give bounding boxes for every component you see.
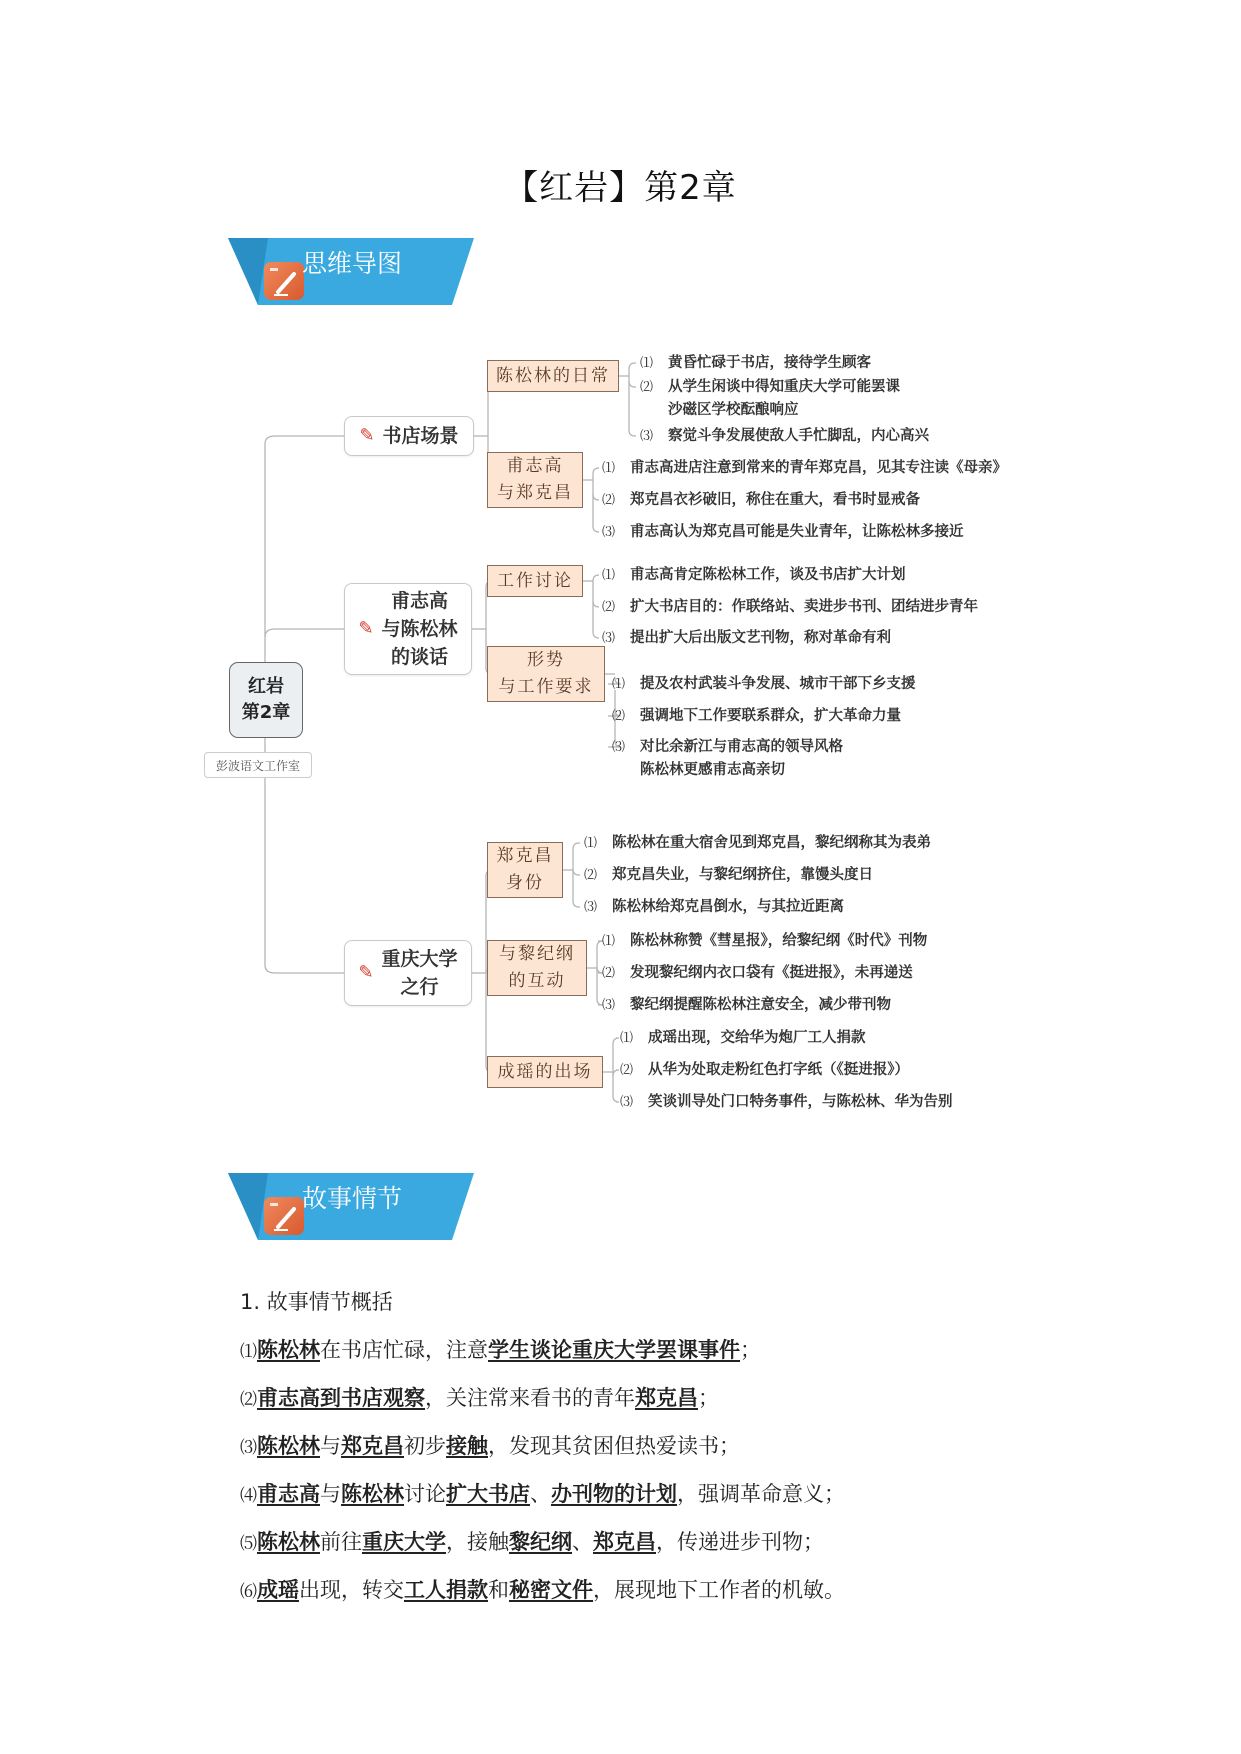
sub-label-line: 的互动 [508, 971, 566, 991]
story-text: 初步 [404, 1434, 446, 1458]
sub-node-2-2 [487, 646, 605, 702]
leaf-item [602, 596, 978, 619]
key-term: 陈松林 [257, 1433, 320, 1458]
key-term: 黎纪纲 [509, 1529, 572, 1554]
connector-branch [265, 629, 344, 637]
sub-node-1-2 [487, 452, 583, 508]
page-title: 【红岩】第2章 [504, 168, 737, 208]
leaf-item [612, 736, 843, 781]
story-text: ，发现其贫困但热爱读书； [488, 1434, 740, 1458]
sub-node-3-2 [487, 940, 587, 996]
key-term: 甫志高到书店观察 [257, 1385, 425, 1410]
leaf-number: ⑴ [620, 1031, 634, 1046]
connector-leaf [593, 526, 599, 532]
story-line [240, 1423, 1140, 1471]
leaf-item [602, 521, 964, 544]
leaf-text: 强调地下工作要联系群众，扩大革命力量 [640, 708, 901, 724]
connector-leaf [593, 632, 599, 638]
sub-label-line: 与工作要求 [498, 677, 594, 697]
leaf-text: 郑克昌衣衫破旧，称住在重大，看书时显戒备 [630, 492, 920, 508]
branch-label-line: 之行 [400, 976, 439, 998]
leaf-number: ⑶ [602, 998, 616, 1013]
leaf-number: ⑵ [640, 380, 654, 395]
story-text: 、 [572, 1530, 593, 1554]
leaf-text: 提及农村武装斗争发展、城市干部下乡支援 [640, 676, 916, 692]
leaf-number: ⑶ [620, 1095, 634, 1110]
connector-leaf [613, 1038, 619, 1044]
key-term: 扩大书店 [446, 1481, 530, 1506]
sub-node-3-1 [487, 842, 563, 898]
sub-label-line: 身份 [506, 873, 544, 893]
mind-map [0, 340, 1241, 1130]
leaf-item [602, 489, 920, 512]
connector-leaf [629, 430, 636, 436]
leaf-item [602, 962, 913, 985]
connector-branch [265, 965, 344, 973]
connector-leaf [573, 869, 580, 875]
leaf-number: ⑵ [602, 600, 616, 615]
leaf-number: ⑴ [612, 677, 626, 692]
sub-label-line: 与郑克昌 [497, 483, 573, 503]
leaf-text: 郑克昌失业，与黎纪纲挤住，靠馒头度日 [612, 867, 873, 883]
leaf-text: 成瑶出现，交给华为炮厂工人捐款 [648, 1030, 866, 1046]
branch-label-line: 的谈话 [391, 646, 449, 668]
leaf-number: ⑶ [612, 740, 626, 755]
leaf-item [620, 1027, 866, 1050]
leaf-text: 发现黎纪纲内衣口袋有《挺进报》，未再递送 [630, 965, 913, 981]
story-text: ，强调革命意义； [677, 1482, 845, 1506]
branch-node-1 [344, 416, 474, 456]
leaf-text: 笑谈训导处门口特务事件，与陈松林、华为告别 [648, 1094, 953, 1110]
key-term: 陈松林 [257, 1529, 320, 1554]
pencil-icon [264, 1197, 304, 1235]
key-term: 郑克昌 [635, 1385, 698, 1410]
story-text: ； [698, 1386, 719, 1410]
connector-leaf [613, 1096, 619, 1102]
leaf-item [584, 896, 844, 919]
story-line-index: ⑴ [240, 1342, 257, 1362]
sub-label-line: 陈松林的日常 [496, 365, 610, 386]
connector-leaf [613, 1070, 619, 1076]
leaf-text: 陈松林给郑克昌倒水，与其拉近距离 [612, 899, 844, 915]
leaf-item [640, 376, 900, 421]
sub-node-3-3 [487, 1056, 603, 1088]
story-text: 、 [530, 1482, 551, 1506]
leaf-number: ⑴ [602, 934, 616, 949]
mind-map-root [229, 662, 303, 738]
leaf-number: ⑶ [602, 631, 616, 646]
branch-label-line: 甫志高 [391, 590, 449, 612]
connector-leaf [593, 601, 599, 607]
story-text: 与 [320, 1434, 341, 1458]
studio-label: 彭波语文工作室 [204, 752, 312, 778]
story-line-index: ⑶ [240, 1438, 257, 1458]
branch-label-line: 重庆大学 [381, 948, 458, 970]
leaf-text: 甫志高进店注意到常来的青年郑克昌，见其专注读《母亲》 [630, 460, 1007, 476]
leaf-item [612, 673, 916, 696]
key-term: 成瑶 [257, 1577, 299, 1602]
story-text: ，展现地下工作者的机敏。 [593, 1578, 845, 1602]
leaf-number: ⑵ [602, 966, 616, 981]
sub-label-line: 甫志高 [506, 456, 564, 476]
leaf-item [602, 994, 891, 1017]
branch-label-line: 与陈松林 [381, 618, 458, 640]
banner-title: 思维导图 [302, 249, 403, 278]
leaf-text: 黎纪纲提醒陈松林注意安全，减少带刊物 [630, 997, 891, 1013]
key-term: 陈松林 [341, 1481, 404, 1506]
story-text: 前往 [320, 1530, 362, 1554]
leaf-item [602, 930, 927, 953]
leaf-item [640, 425, 929, 448]
banner-title: 故事情节 [302, 1184, 403, 1213]
story-text: ，传递进步刊物； [656, 1530, 824, 1554]
leaf-text: 甫志高认为郑克昌可能是失业青年，让陈松林多接近 [630, 524, 964, 540]
story-line-index: ⑷ [240, 1486, 257, 1506]
leaf-number: ⑵ [584, 868, 598, 883]
sub-node-1-1 [487, 360, 619, 392]
story-line [240, 1471, 1140, 1519]
connector-leaf [593, 575, 599, 581]
leaf-number: ⑵ [620, 1063, 634, 1078]
branch-node-2 [344, 583, 472, 675]
pen-icon: ✎ [358, 618, 374, 639]
root-line-2: 第2章 [241, 702, 291, 723]
leaf-number: ⑶ [602, 525, 616, 540]
sub-label-line: 成瑶的出场 [497, 1061, 593, 1082]
sub-label-line: 工作讨论 [497, 570, 573, 591]
story-text: 和 [488, 1578, 509, 1602]
story-text: 讨论 [404, 1482, 446, 1506]
leaf-item [640, 352, 871, 375]
leaf-number: ⑵ [612, 709, 626, 724]
key-term: 重庆大学 [362, 1529, 446, 1554]
section-banner-mindmap [228, 238, 474, 305]
story-text: 出现，转交 [299, 1578, 404, 1602]
leaf-text: 黄昏忙碌于书店，接待学生顾客 [668, 355, 871, 371]
leaf-text: 沙磁区学校酝酿响应 [668, 402, 799, 418]
key-term: 学生谈论重庆大学罢课事件 [488, 1337, 740, 1362]
leaf-number: ⑴ [602, 568, 616, 583]
leaf-text: 陈松林称赞《彗星报》，给黎纪纲《时代》刊物 [630, 933, 928, 949]
key-term: 甫志高 [257, 1481, 320, 1506]
key-term: 办刊物的计划 [551, 1481, 677, 1506]
story-line-index: ⑵ [240, 1390, 257, 1410]
leaf-number: ⑶ [640, 429, 654, 444]
story-text: 与 [320, 1482, 341, 1506]
story-summary [240, 1283, 1140, 1615]
story-text: 在书店忙碌，注意 [320, 1338, 488, 1362]
key-term: 郑克昌 [593, 1529, 656, 1554]
leaf-item [584, 832, 931, 855]
connector-branch [265, 436, 344, 444]
story-line [240, 1327, 1140, 1375]
story-line [240, 1519, 1140, 1567]
section-banner-story [228, 1173, 474, 1240]
connector-leaf [573, 843, 580, 849]
leaf-item [620, 1059, 909, 1082]
leaf-number: ⑴ [584, 836, 598, 851]
sub-node-2-1 [487, 565, 583, 597]
branch-label-line: 书店场景 [382, 425, 459, 447]
leaf-text: 从学生闲谈中得知重庆大学可能罢课 [668, 379, 900, 395]
story-text: ，接触 [446, 1530, 509, 1554]
leaf-text: 对比余新江与甫志高的领导风格 [640, 739, 843, 755]
leaf-text: 提出扩大后出版文艺刊物，称对革命有利 [630, 630, 891, 646]
connector-leaf [573, 901, 580, 907]
pencil-icon [264, 262, 304, 300]
leaf-text: 陈松林在重大宿舍见到郑克昌，黎纪纲称其为表弟 [612, 835, 931, 851]
connector-leaf [593, 468, 599, 474]
pen-icon: ✎ [359, 425, 375, 446]
leaf-item [602, 627, 891, 650]
key-term: 接触 [446, 1433, 488, 1458]
key-term: 郑克昌 [341, 1433, 404, 1458]
branch-node-3 [344, 940, 472, 1006]
leaf-text: 扩大书店目的：作联络站、卖进步书刊、团结进步青年 [630, 599, 978, 615]
leaf-text: 察觉斗争发展使敌人手忙脚乱，内心高兴 [668, 428, 929, 444]
key-term: 秘密文件 [509, 1577, 593, 1602]
sub-label-line: 形势 [527, 650, 565, 670]
leaf-item [602, 457, 1007, 480]
story-heading: 1. 故事情节概括 [240, 1290, 393, 1314]
story-line [240, 1375, 1140, 1423]
sub-label-line: 与黎纪纲 [499, 944, 575, 964]
leaf-text: 陈松林更感甫志高亲切 [640, 762, 785, 778]
root-line-1: 红岩 [248, 676, 284, 697]
leaf-item [612, 705, 901, 728]
leaf-number: ⑶ [584, 900, 598, 915]
pen-icon: ✎ [358, 962, 374, 983]
connector-leaf [593, 494, 599, 500]
story-line-index: ⑸ [240, 1534, 257, 1554]
leaf-text: 甫志高肯定陈松林工作，谈及书店扩大计划 [630, 567, 906, 583]
key-term: 陈松林 [257, 1337, 320, 1362]
leaf-item [584, 864, 873, 887]
leaf-item [620, 1091, 953, 1114]
story-text: ； [740, 1338, 761, 1362]
leaf-item [602, 564, 906, 587]
sub-label-line: 郑克昌 [496, 846, 554, 866]
story-text: ，关注常来看书的青年 [425, 1386, 635, 1410]
leaf-number: ⑵ [602, 493, 616, 508]
connector-leaf [629, 381, 636, 387]
connector-leaf [629, 363, 636, 369]
key-term: 工人捐款 [404, 1577, 488, 1602]
story-line [240, 1567, 1140, 1615]
leaf-number: ⑴ [602, 461, 616, 476]
leaf-text: 从华为处取走粉红色打字纸（《挺进报》） [648, 1062, 909, 1078]
story-line-index: ⑹ [240, 1582, 257, 1602]
leaf-number: ⑴ [640, 356, 654, 371]
